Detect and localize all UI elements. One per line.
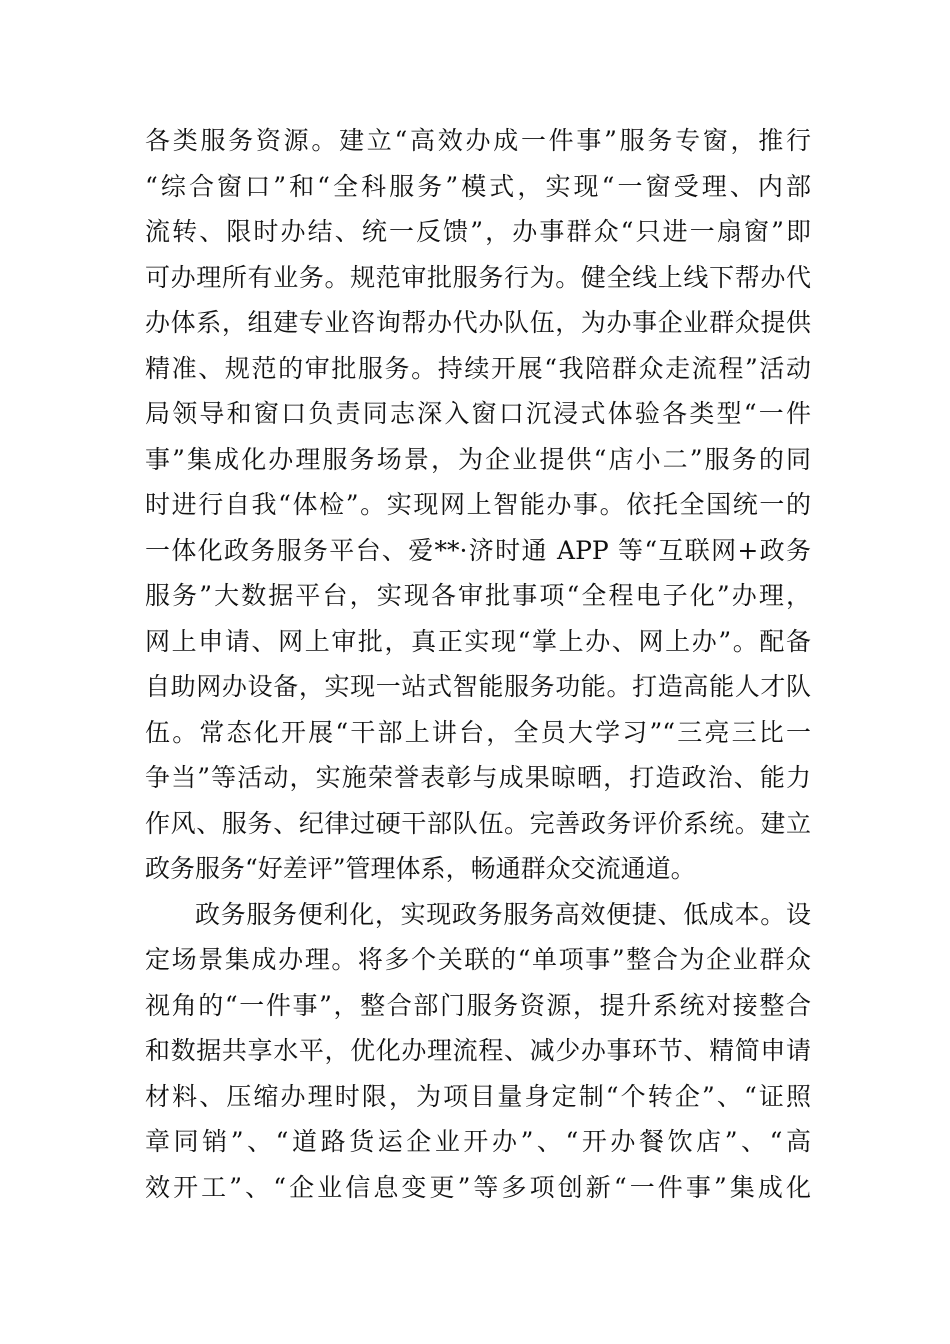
paragraph-1: [145, 118, 811, 892]
text-line: 作风、服务、纪律过硬干部队伍。完善政务评价系统。建立: [145, 808, 811, 838]
text-line: 流转、限时办结、统一反馈”，办事群众“只进一扇窗”即: [145, 217, 811, 246]
text-line: 政务服务便利化，实现政务服务高效便捷、低成本。设: [195, 899, 811, 929]
text-line: 视角的“一件事”，整合部门服务资源，提升系统对接整合: [145, 990, 811, 1020]
text-line: 政务服务“好差评”管理体系，畅通群众交流通道。: [145, 854, 696, 883]
text-line: 定场景集成办理。将多个关联的“单项事”整合为企业群众: [145, 945, 811, 974]
paragraph-2: [145, 892, 811, 1211]
text-line: 一体化政务服务平台、爱**·济时通 APP 等“互联网+政务: [145, 535, 811, 565]
text-line: 争当”等活动，实施荣誉表彰与成果晾晒，打造政治、能力: [145, 763, 811, 792]
text-line: 网上申请、网上审批，真正实现“掌上办、网上办”。配备: [145, 626, 811, 656]
text-line: 和数据共享水平，优化办理流程、减少办事环节、精简申请: [145, 1036, 811, 1065]
text-line: “综合窗口”和“全科服务”模式，实现“一窗受理、内部: [145, 171, 811, 201]
text-line: 事”集成化办理服务场景，为企业提供“店小二”服务的同: [145, 444, 811, 474]
text-line: 效开工”、“企业信息变更”等多项创新“一件事”集成化: [145, 1172, 811, 1202]
text-line: 各类服务资源。建立“高效办成一件事”服务专窗，推行: [145, 126, 811, 155]
text-line: 精准、规范的审批服务。持续开展“我陪群众走流程”活动: [145, 353, 811, 383]
text-line: 材料、压缩办理时限，为项目量身定制“个转企”、“证照: [145, 1081, 811, 1111]
text-line: 章同销”、“道路货运企业开办”、“开办餐饮店”、“高: [145, 1127, 811, 1156]
text-line: 伍。常态化开展“干部上讲台，全员大学习”“三亮三比一: [145, 717, 811, 747]
text-line: 时进行自我“体检”。实现网上智能办事。依托全国统一的: [145, 490, 811, 519]
text-line: 可办理所有业务。规范审批服务行为。健全线上线下帮办代: [145, 262, 811, 292]
text-line: 服务”大数据平台，实现各审批事项“全程电子化”办理，: [145, 581, 811, 610]
text-line: 局领导和窗口负责同志深入窗口沉浸式体验各类型“一件: [145, 399, 811, 428]
document-body: [145, 118, 811, 1210]
text-line: 自助网办设备，实现一站式智能服务功能。打造高能人才队: [145, 672, 811, 701]
text-line: 办体系，组建专业咨询帮办代办队伍，为办事企业群众提供: [145, 308, 811, 337]
